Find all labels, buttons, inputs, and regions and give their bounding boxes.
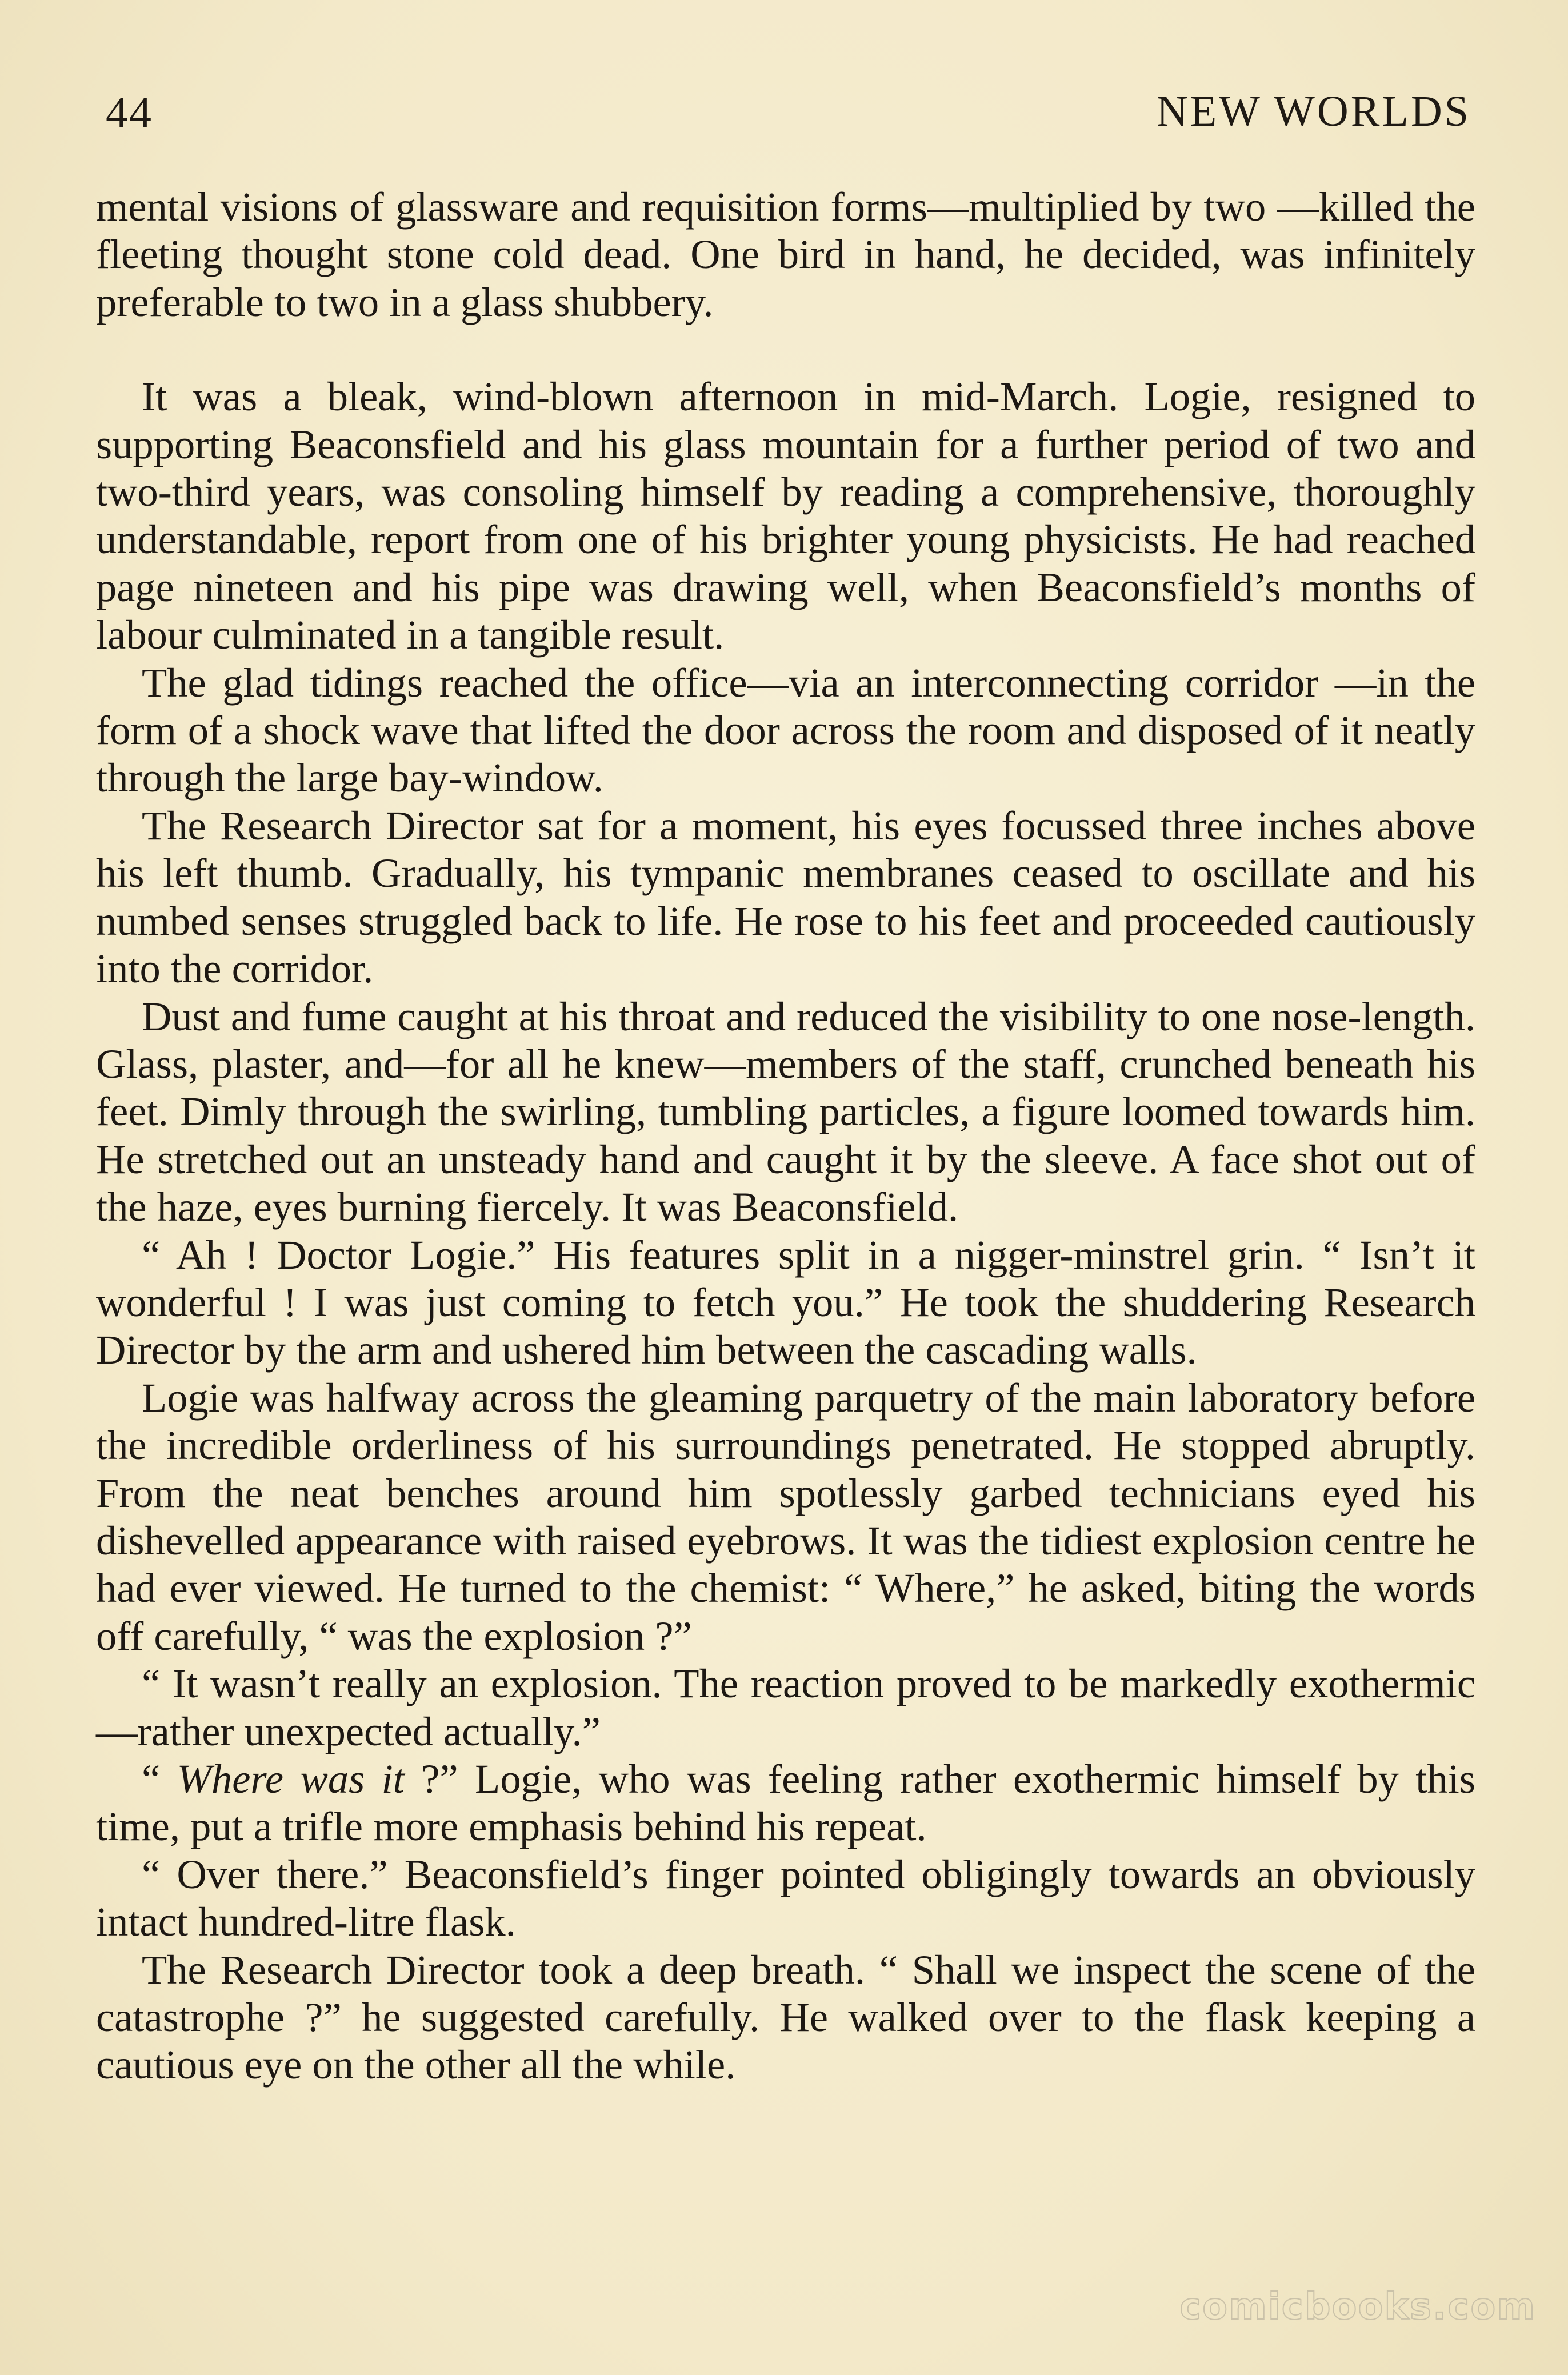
paragraph: mental visions of glassware and requisition forms—multiplied by two —killed the fleeting thought stone cold dead. One bird in hand, he decided, was infinitely preferable to two in a glass shubbery. — [96, 183, 1475, 325]
paragraph: “ Over there.” Beaconsfield’s finger pointed obligingly towards an obviously intact hundred-litre flask. — [96, 1850, 1475, 1945]
journal-title: NEW WORLDS — [1156, 87, 1471, 135]
paragraph: It was a bleak, wind-blown afternoon in mid-March. Logie, resigned to supporting Beaconsfield and his glass mountain for a further period of two and two-third years, was consoling himself by reading a comprehensive, thoroughly understandable, report from one of his brighter young physicists. He had reached page nineteen and his pipe was drawing well, when Beaconsfield’s months of labour culminated in a tangible result. — [96, 373, 1475, 658]
page-number: 44 — [106, 87, 153, 137]
paragraph: The Research Director sat for a moment, his eyes focussed three inches above his left thumb. Gradually, his tympanic membranes ceased to oscillate and his numbed senses struggled back to life. He rose to his feet and proceeded cautiously into the corridor. — [96, 802, 1475, 992]
paragraph: “ It wasn’t really an explosion. The reaction proved to be markedly exothermic—rather unexpected actually.” — [96, 1660, 1475, 1754]
watermark: comicbooks.com — [1179, 2286, 1536, 2328]
paragraph: The glad tidings reached the office—via an interconnecting corridor —in the form of a shock wave that lifted the door across the room and disposed of it neatly through the large bay-window. — [96, 659, 1475, 801]
paragraph: “ Ah ! Doctor Logie.” His features split in a nigger-minstrel grin. “ Isn’t it wonderful ! I was just coming to fetch you.” He took the shuddering Research Director by the arm and ushered him between the cascading walls. — [96, 1231, 1475, 1373]
paragraph-rest: ?” Logie, who was feeling rather exothermic himself by this time, put a trifle more emphasis behind his repeat. — [96, 1756, 1475, 1850]
story-text — [96, 183, 1475, 2089]
running-head — [97, 87, 1471, 150]
paragraph: Logie was halfway across the gleaming parquetry of the main laboratory before the incredible orderliness of his surroundings penetrated. He stopped abruptly. From the neat benches around him spotlessly garbed technicians eyed his dishevelled appearance with raised eyebrows. It was the tidiest explosion centre he had ever viewed. He turned to the chemist: “ Where,” he asked, biting the words off carefully, “ was the explosion ?” — [96, 1374, 1475, 1659]
paragraph: The Research Director took a deep breath. “ Shall we inspect the scene of the catastrophe ?” he suggested carefully. He walked over to the flask keeping a cautious eye on the other all the while. — [96, 1946, 1475, 2088]
paragraph: Dust and fume caught at his throat and reduced the visibility to one nose-length. Glass, plaster, and—for all he knew—members of the staff, crunched beneath his feet. Dimly through the swirling, tumbling particles, a figure loomed towards him. He stretched out an unsteady hand and caught it by the sleeve. A face shot out of the haze, eyes burning fiercely. It was Beaconsfield. — [96, 993, 1475, 1230]
italic-phrase: Where was it — [177, 1756, 405, 1802]
paragraph — [96, 1755, 1475, 1850]
open-quote: “ — [142, 1756, 177, 1802]
